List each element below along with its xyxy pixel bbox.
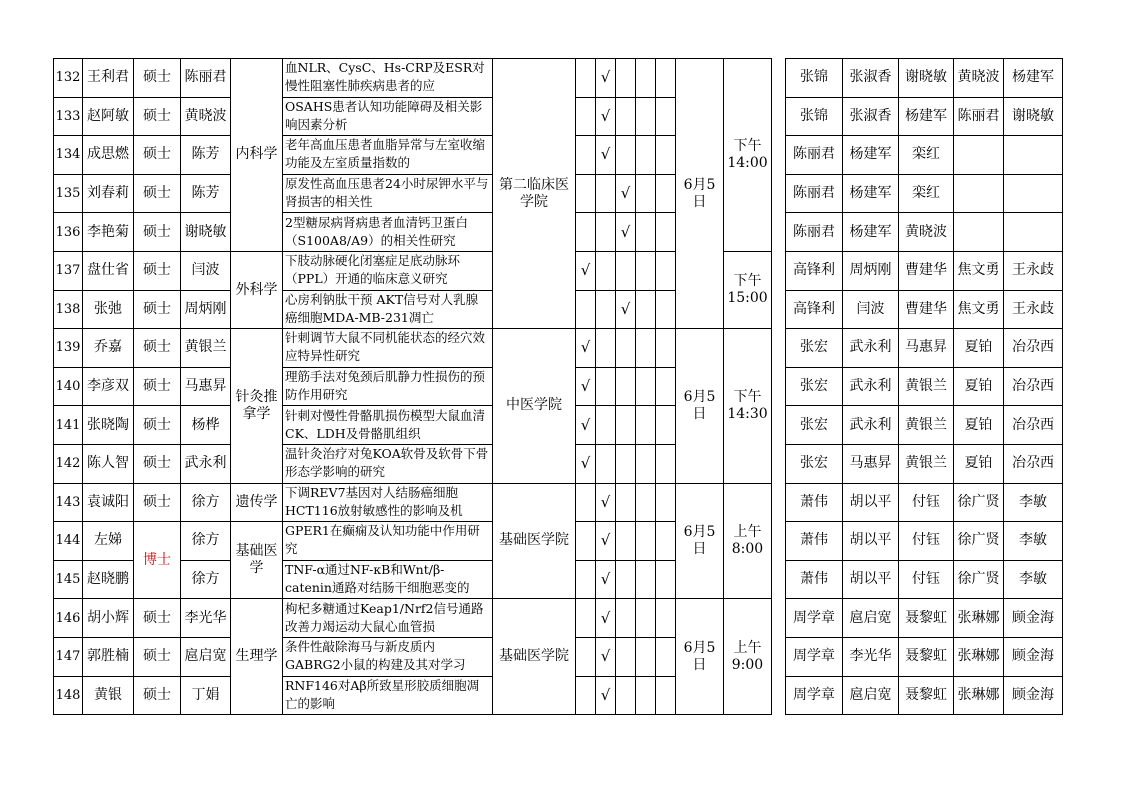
committee-member-3: 黄银兰 (899, 444, 954, 483)
check-cell (576, 483, 596, 522)
committee-member-5: 顾金海 (1004, 637, 1063, 676)
thesis-title-text: 老年高血压患者血脂异常与左室收缩功能及左室质量指数的 (285, 137, 486, 171)
thesis-title-text: TNF-α通过NF-κB和Wnt/β-catenin通路对结肠干细胞恶变的 (285, 562, 470, 596)
check-mark: √ (576, 406, 596, 445)
check-mark: √ (616, 174, 636, 213)
thesis-title (283, 213, 493, 252)
major: 外科学 (231, 251, 283, 328)
check-cell (636, 367, 656, 406)
thesis-title (283, 97, 493, 136)
college: 第二临床医学院 (493, 59, 576, 329)
committee-member-5: 冶尕西 (1004, 367, 1063, 406)
college: 基础医学院 (493, 599, 576, 715)
thesis-title (283, 676, 493, 715)
committee-member-2: 张淑香 (843, 97, 899, 136)
check-cell (616, 483, 636, 522)
committee-member-5 (1004, 174, 1063, 213)
check-cell (636, 406, 656, 445)
check-cell (576, 560, 596, 599)
check-mark: √ (596, 483, 616, 522)
defense-time: 上午8:00 (724, 483, 772, 599)
row-number: 142 (54, 444, 83, 483)
table-row (54, 483, 1063, 522)
thesis-title (283, 136, 493, 175)
check-cell (616, 59, 636, 98)
check-cell (596, 290, 616, 329)
degree: 硕士 (134, 444, 181, 483)
advisor: 谢晓敏 (181, 213, 231, 252)
check-cell (576, 59, 596, 98)
advisor: 徐方 (181, 483, 231, 522)
check-cell (656, 522, 676, 561)
committee-member-1: 萧伟 (786, 522, 843, 561)
check-cell (656, 97, 676, 136)
college: 基础医学院 (493, 483, 576, 599)
row-number: 138 (54, 290, 83, 329)
row-number: 144 (54, 522, 83, 561)
degree: 硕士 (134, 136, 181, 175)
thesis-title (283, 483, 493, 522)
row-number: 148 (54, 676, 83, 715)
committee-member-5: 冶尕西 (1004, 444, 1063, 483)
college: 中医学院 (493, 329, 576, 483)
committee-member-2: 杨建军 (843, 174, 899, 213)
committee-member-4: 张琳娜 (954, 637, 1004, 676)
check-cell (636, 251, 656, 290)
check-cell (596, 174, 616, 213)
student-name: 李艳菊 (83, 213, 134, 252)
check-cell (576, 213, 596, 252)
committee-member-4: 焦文勇 (954, 290, 1004, 329)
defense-time: 下午14:30 (724, 329, 772, 483)
committee-member-3: 付钰 (899, 522, 954, 561)
check-cell (576, 676, 596, 715)
advisor: 周炳刚 (181, 290, 231, 329)
committee-member-3: 栾红 (899, 174, 954, 213)
thesis-title-text: OSAHS患者认知功能障碍及相关影响因素分析 (285, 98, 483, 132)
check-mark: √ (576, 367, 596, 406)
committee-member-4: 徐广贤 (954, 560, 1004, 599)
advisor: 李光华 (181, 599, 231, 638)
committee-member-5: 李敏 (1004, 483, 1063, 522)
check-cell (656, 329, 676, 368)
student-name: 刘春莉 (83, 174, 134, 213)
defense-date: 6月5日 (676, 59, 724, 329)
check-cell (656, 406, 676, 445)
committee-member-5: 顾金海 (1004, 599, 1063, 638)
advisor: 扈启宽 (181, 637, 231, 676)
thesis-title (283, 290, 493, 329)
check-cell (596, 444, 616, 483)
committee-member-2: 武永利 (843, 406, 899, 445)
committee-member-5: 王永歧 (1004, 290, 1063, 329)
check-cell (576, 599, 596, 638)
advisor: 闫波 (181, 251, 231, 290)
committee-member-3: 谢晓敏 (899, 59, 954, 98)
table-row (54, 59, 1063, 98)
major: 针灸推拿学 (231, 329, 283, 483)
thesis-title (283, 251, 493, 290)
table-row (54, 329, 1063, 368)
check-cell (656, 676, 676, 715)
degree: 博士 (134, 522, 181, 599)
check-cell (656, 290, 676, 329)
defense-date: 6月5日 (676, 483, 724, 599)
check-cell (616, 444, 636, 483)
advisor: 徐方 (181, 522, 231, 561)
committee-member-2: 武永利 (843, 367, 899, 406)
thesis-title-text: 枸杞多糖通过Keap1/Nrf2信号通路改善力竭运动大鼠心血管损 (285, 600, 484, 634)
row-number: 143 (54, 483, 83, 522)
row-number: 136 (54, 213, 83, 252)
committee-member-5 (1004, 213, 1063, 252)
committee-member-3: 聂黎虹 (899, 676, 954, 715)
student-name: 陈人智 (83, 444, 134, 483)
committee-member-1: 陈丽君 (786, 136, 843, 175)
check-cell (596, 329, 616, 368)
student-name: 成思燃 (83, 136, 134, 175)
check-cell (656, 59, 676, 98)
committee-member-2: 杨建军 (843, 213, 899, 252)
committee-member-5: 王永歧 (1004, 251, 1063, 290)
degree: 硕士 (134, 676, 181, 715)
thesis-title-text: 条件性敲除海马与新皮质内GABRG2小鼠的构建及其对学习 (285, 639, 466, 673)
committee-member-1: 高锋利 (786, 251, 843, 290)
advisor: 黄银兰 (181, 329, 231, 368)
table-row (54, 599, 1063, 638)
committee-member-4: 黄晓波 (954, 59, 1004, 98)
defense-time: 下午15:00 (724, 251, 772, 328)
thesis-title-text: 下肢动脉硬化闭塞症足底动脉环（PPL）开通的临床意义研究 (285, 253, 461, 287)
check-cell (636, 97, 656, 136)
row-number: 140 (54, 367, 83, 406)
committee-member-4: 徐广贤 (954, 483, 1004, 522)
thesis-title (283, 174, 493, 213)
committee-member-1: 周学章 (786, 637, 843, 676)
check-cell (636, 483, 656, 522)
advisor: 陈芳 (181, 136, 231, 175)
thesis-title (283, 59, 493, 98)
thesis-title (283, 560, 493, 599)
committee-member-2: 马惠昇 (843, 444, 899, 483)
check-cell (656, 251, 676, 290)
check-cell (616, 367, 636, 406)
committee-member-5: 谢晓敏 (1004, 97, 1063, 136)
check-cell (576, 637, 596, 676)
row-number: 145 (54, 560, 83, 599)
thesis-title (283, 329, 493, 368)
row-number: 139 (54, 329, 83, 368)
thesis-title-text: 温针灸治疗对兔KOA软骨及软骨下骨形态学影响的研究 (285, 446, 489, 480)
advisor: 陈芳 (181, 174, 231, 213)
committee-member-2: 胡以平 (843, 560, 899, 599)
check-cell (636, 637, 656, 676)
check-mark: √ (596, 136, 616, 175)
committee-member-1: 陈丽君 (786, 213, 843, 252)
check-mark: √ (576, 444, 596, 483)
check-mark: √ (596, 637, 616, 676)
check-cell (636, 444, 656, 483)
committee-member-2: 李光华 (843, 637, 899, 676)
advisor: 丁娟 (181, 676, 231, 715)
thesis-title-text: GPER1在癫痫及认知功能中作用研究 (285, 523, 480, 557)
check-mark: √ (596, 97, 616, 136)
committee-member-3: 付钰 (899, 560, 954, 599)
committee-member-5: 李敏 (1004, 560, 1063, 599)
committee-member-1: 周学章 (786, 599, 843, 638)
major: 生理学 (231, 599, 283, 715)
defense-date: 6月5日 (676, 599, 724, 715)
committee-member-2: 闫波 (843, 290, 899, 329)
check-cell (636, 136, 656, 175)
committee-member-2: 杨建军 (843, 136, 899, 175)
thesis-title-text: 理筋手法对兔颈后肌静力性损伤的预防作用研究 (285, 369, 486, 403)
defense-schedule-table (53, 58, 1063, 715)
thesis-title-text: 心房利钠肽干预 AKT信号对人乳腺癌细胞MDA-MB-231凋亡 (285, 291, 479, 325)
row-number: 132 (54, 59, 83, 98)
check-cell (576, 290, 596, 329)
check-mark: √ (596, 599, 616, 638)
thesis-title-text: 针刺调节大鼠不同机能状态的经穴效应特异性研究 (285, 330, 486, 364)
committee-member-3: 曹建华 (899, 251, 954, 290)
check-cell (616, 522, 636, 561)
committee-member-2: 胡以平 (843, 483, 899, 522)
committee-member-2: 周炳刚 (843, 251, 899, 290)
committee-member-4: 焦文勇 (954, 251, 1004, 290)
row-number: 135 (54, 174, 83, 213)
check-cell (656, 213, 676, 252)
check-cell (576, 97, 596, 136)
student-name: 黄银 (83, 676, 134, 715)
committee-member-3: 黄银兰 (899, 367, 954, 406)
committee-member-5: 冶尕西 (1004, 329, 1063, 368)
row-number: 137 (54, 251, 83, 290)
major: 基础医学 (231, 522, 283, 599)
check-cell (596, 251, 616, 290)
committee-member-4: 陈丽君 (954, 97, 1004, 136)
committee-member-4: 夏铂 (954, 367, 1004, 406)
row-number: 134 (54, 136, 83, 175)
thesis-title-text: 血NLR、CysC、Hs-CRP及ESR对慢性阻塞性肺疾病患者的应 (285, 60, 485, 94)
degree: 硕士 (134, 213, 181, 252)
committee-member-4 (954, 213, 1004, 252)
thesis-title-text: RNF146对Aβ所致星形胶质细胞凋亡的影响 (285, 677, 480, 711)
check-cell (596, 406, 616, 445)
degree: 硕士 (134, 174, 181, 213)
row-number: 141 (54, 406, 83, 445)
check-mark: √ (596, 522, 616, 561)
committee-member-4: 徐广贤 (954, 522, 1004, 561)
committee-member-1: 萧伟 (786, 560, 843, 599)
committee-member-1: 张宏 (786, 406, 843, 445)
degree: 硕士 (134, 367, 181, 406)
advisor: 陈丽君 (181, 59, 231, 98)
committee-member-3: 黄晓波 (899, 213, 954, 252)
thesis-title (283, 367, 493, 406)
committee-member-3: 曹建华 (899, 290, 954, 329)
check-cell (656, 444, 676, 483)
student-name: 王利君 (83, 59, 134, 98)
defense-time: 下午14:00 (724, 59, 772, 252)
check-cell (616, 599, 636, 638)
committee-member-1: 张宏 (786, 367, 843, 406)
check-cell (616, 251, 636, 290)
student-name: 乔嘉 (83, 329, 134, 368)
row-number: 147 (54, 637, 83, 676)
check-cell (616, 560, 636, 599)
committee-member-4 (954, 174, 1004, 213)
check-mark: √ (596, 560, 616, 599)
student-name: 张弛 (83, 290, 134, 329)
degree: 硕士 (134, 483, 181, 522)
check-cell (636, 599, 656, 638)
committee-member-4 (954, 136, 1004, 175)
check-mark: √ (616, 290, 636, 329)
committee-member-5: 顾金海 (1004, 676, 1063, 715)
defense-time: 上午9:00 (724, 599, 772, 715)
committee-member-2: 扈启宽 (843, 599, 899, 638)
committee-member-4: 夏铂 (954, 329, 1004, 368)
thesis-title-text: 针刺对慢性骨骼肌损伤模型大鼠血清CK、LDH及骨骼肌组织 (285, 407, 486, 441)
committee-member-4: 夏铂 (954, 406, 1004, 445)
check-cell (636, 290, 656, 329)
check-cell (656, 599, 676, 638)
check-cell (656, 483, 676, 522)
degree: 硕士 (134, 59, 181, 98)
committee-member-3: 聂黎虹 (899, 599, 954, 638)
thesis-title (283, 599, 493, 638)
committee-member-1: 张锦 (786, 97, 843, 136)
thesis-title-text: 2型糖尿病肾病患者血清钙卫蛋白（S100A8/A9）的相关性研究 (285, 214, 468, 248)
check-cell (656, 560, 676, 599)
committee-member-5 (1004, 136, 1063, 175)
committee-member-2: 张淑香 (843, 59, 899, 98)
check-cell (596, 213, 616, 252)
row-number: 146 (54, 599, 83, 638)
check-cell (636, 522, 656, 561)
student-name: 张晓陶 (83, 406, 134, 445)
check-cell (616, 406, 636, 445)
check-cell (576, 522, 596, 561)
student-name: 李彦双 (83, 367, 134, 406)
degree: 硕士 (134, 637, 181, 676)
check-mark: √ (616, 213, 636, 252)
student-name: 左娣 (83, 522, 134, 561)
check-cell (656, 136, 676, 175)
committee-member-2: 胡以平 (843, 522, 899, 561)
committee-member-3: 付钰 (899, 483, 954, 522)
committee-member-4: 张琳娜 (954, 599, 1004, 638)
committee-member-3: 聂黎虹 (899, 637, 954, 676)
major: 遗传学 (231, 483, 283, 522)
degree: 硕士 (134, 406, 181, 445)
check-cell (636, 59, 656, 98)
degree: 硕士 (134, 251, 181, 290)
thesis-title-text: 下调REV7基因对人结肠癌细胞HCT116放射敏感性的影响及机 (285, 484, 463, 518)
student-name: 郭胜楠 (83, 637, 134, 676)
committee-member-5: 冶尕西 (1004, 406, 1063, 445)
check-cell (616, 637, 636, 676)
thesis-title (283, 406, 493, 445)
spacer-column (772, 59, 786, 715)
check-cell (636, 560, 656, 599)
check-cell (616, 329, 636, 368)
degree: 硕士 (134, 290, 181, 329)
check-cell (636, 676, 656, 715)
student-name: 赵阿敏 (83, 97, 134, 136)
thesis-title (283, 522, 493, 561)
check-mark: √ (576, 329, 596, 368)
check-cell (576, 174, 596, 213)
advisor: 武永利 (181, 444, 231, 483)
committee-member-3: 栾红 (899, 136, 954, 175)
thesis-title (283, 637, 493, 676)
check-cell (636, 174, 656, 213)
committee-member-5: 杨建军 (1004, 59, 1063, 98)
check-cell (656, 174, 676, 213)
check-cell (616, 136, 636, 175)
degree: 硕士 (134, 599, 181, 638)
check-cell (656, 637, 676, 676)
committee-member-4: 夏铂 (954, 444, 1004, 483)
check-cell (616, 676, 636, 715)
student-name: 赵晓鹏 (83, 560, 134, 599)
advisor: 黄晓波 (181, 97, 231, 136)
check-mark: √ (596, 59, 616, 98)
degree: 硕士 (134, 329, 181, 368)
committee-member-1: 陈丽君 (786, 174, 843, 213)
committee-member-3: 马惠昇 (899, 329, 954, 368)
check-mark: √ (576, 251, 596, 290)
check-cell (576, 136, 596, 175)
check-cell (616, 97, 636, 136)
committee-member-1: 萧伟 (786, 483, 843, 522)
committee-member-4: 张琳娜 (954, 676, 1004, 715)
check-cell (596, 367, 616, 406)
committee-member-1: 张宏 (786, 444, 843, 483)
check-mark: √ (596, 676, 616, 715)
committee-member-1: 张锦 (786, 59, 843, 98)
advisor: 杨桦 (181, 406, 231, 445)
committee-member-1: 周学章 (786, 676, 843, 715)
committee-member-2: 武永利 (843, 329, 899, 368)
thesis-title (283, 444, 493, 483)
check-cell (636, 329, 656, 368)
student-name: 盘仕省 (83, 251, 134, 290)
committee-member-1: 高锋利 (786, 290, 843, 329)
major: 内科学 (231, 59, 283, 252)
defense-date: 6月5日 (676, 329, 724, 483)
committee-member-5: 李敏 (1004, 522, 1063, 561)
row-number: 133 (54, 97, 83, 136)
student-name: 袁诚阳 (83, 483, 134, 522)
degree: 硕士 (134, 97, 181, 136)
committee-member-3: 黄银兰 (899, 406, 954, 445)
thesis-title-text: 原发性高血压患者24小时尿钾水平与肾损害的相关性 (285, 176, 489, 210)
check-cell (656, 367, 676, 406)
committee-member-2: 扈启宽 (843, 676, 899, 715)
check-cell (636, 213, 656, 252)
committee-member-3: 杨建军 (899, 97, 954, 136)
advisor: 马惠昇 (181, 367, 231, 406)
committee-member-1: 张宏 (786, 329, 843, 368)
advisor: 徐方 (181, 560, 231, 599)
student-name: 胡小辉 (83, 599, 134, 638)
